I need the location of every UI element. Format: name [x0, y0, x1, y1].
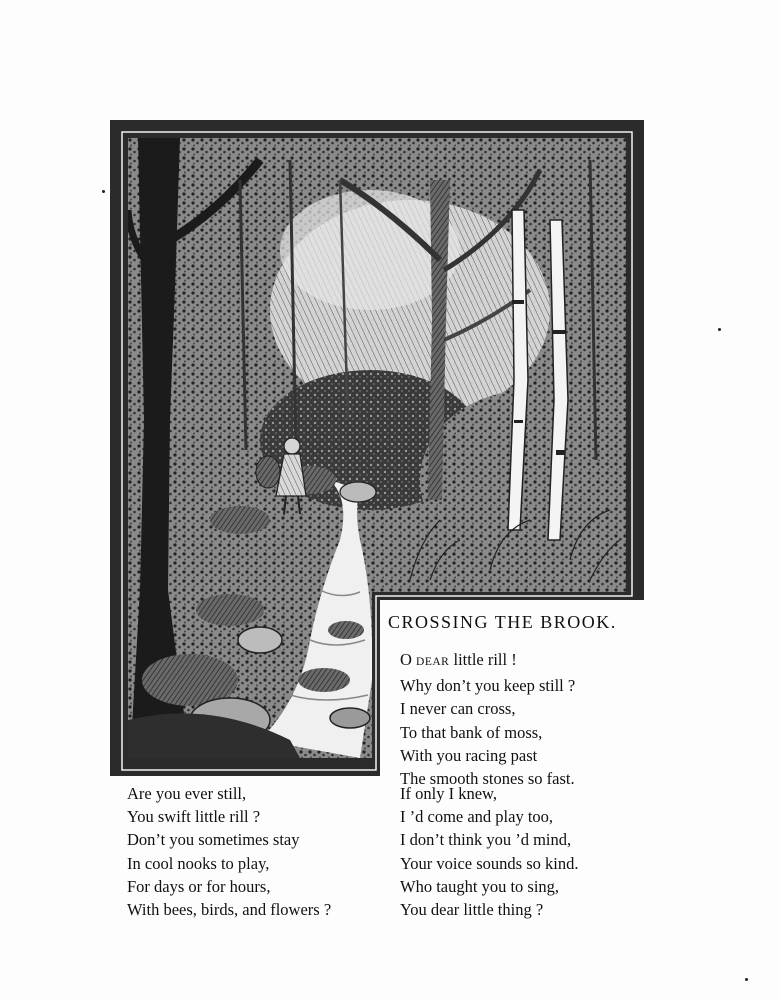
poem-line: You swift little rill ? — [127, 807, 261, 827]
paper-speck — [102, 190, 105, 193]
paper-speck — [718, 328, 721, 331]
poem-line: The smooth stones so fast. — [400, 769, 575, 789]
poem-line: You dear little thing ? — [400, 900, 544, 920]
poem-line: With you racing past — [400, 745, 538, 765]
stanza-1 — [400, 648, 575, 790]
poem-line: Why don’t you keep still ? — [400, 676, 576, 696]
poem-line: I don’t think you ’d mind, — [400, 830, 572, 850]
poem-line: For days or for hours, — [127, 876, 271, 896]
stanza-2 — [127, 782, 331, 921]
opening-word-small-caps: DEAR — [416, 656, 450, 668]
poem-line: To that bank of moss, — [400, 722, 543, 742]
poem-line: With bees, birds, and flowers ? — [127, 900, 332, 920]
poem-line: I never can cross, — [400, 699, 516, 719]
poem-line: Who taught you to sing, — [400, 876, 560, 896]
opening-letter: O — [400, 650, 412, 669]
poem-line: Are you ever still, — [127, 784, 247, 803]
poem-line-text: little rill ! — [453, 650, 517, 669]
paper-speck — [745, 978, 748, 981]
poem-line: Don’t you sometimes stay — [127, 830, 300, 850]
stanza-3 — [400, 782, 578, 921]
poem-line: Your voice sounds so kind. — [400, 853, 579, 873]
poem-line: If only I knew, — [400, 784, 497, 803]
poem-line: I ’d come and play too, — [400, 807, 554, 827]
poem-title: CROSSING THE BROOK. — [388, 612, 617, 632]
poem-line: In cool nooks to play, — [127, 853, 270, 873]
poem-line — [400, 648, 575, 674]
